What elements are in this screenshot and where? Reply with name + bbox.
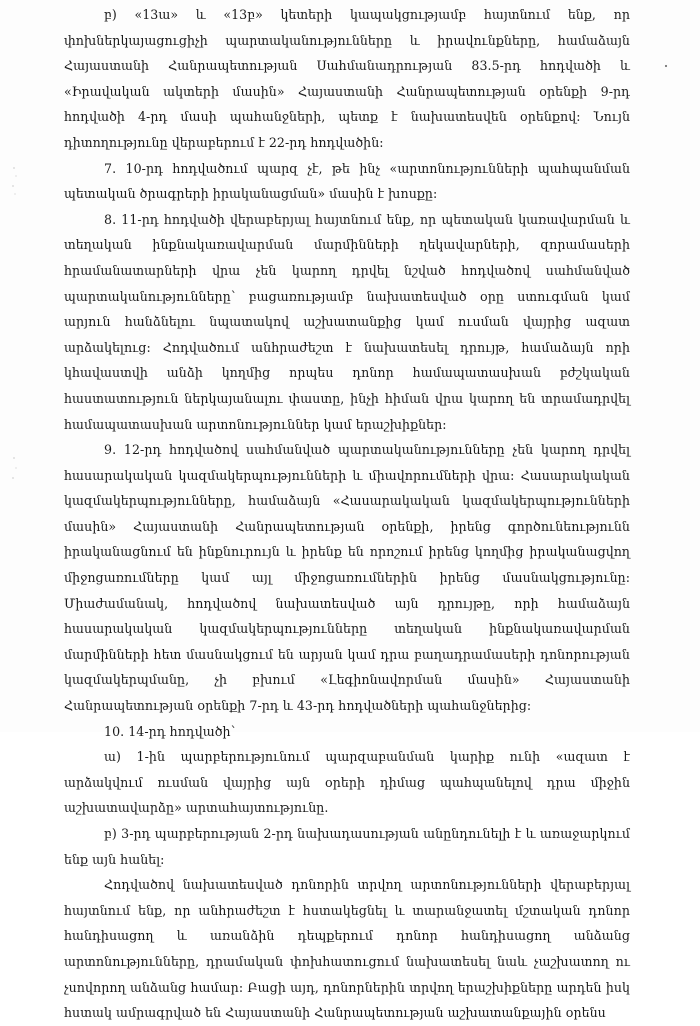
paragraph-item-10b: բ) 3-րդ պարբերության 2-րդ նախադասության անընդունելի է և առաջարկում ենք այն հանել: <box>64 826 630 867</box>
paragraph-item-9: 9. 12-րդ հոդվածով սահմանված պարտականությունները չեն կարող դրվել հասարակական կազմակերպությունների և միավորումների վրա: Հասարակական կազմակերպությունները, համաձայն «Հասարակական կազմակերպությունների մասին» Հայաստանի Հանրապետության օրենքի, իրենց գործունեությունն իրականացնում են ինքնուրույն և իրենք են որոշում իրենց կողմից իրականացվող միջոցառումները կամ այլ միջոցառումներին իրենց մասնակցությունը: Միաժամանակ, հոդվածով նախատեսված այն դրույթը, որի համաձայն հասարակական կազմակերպությունները տեղական ինքնակառավարման մարմինների հետ մասնակցում են արյան կամ դրա բաղադրամասերի դոնորության կազմակերպմանը, չի բխում «Լեգիոնավորման մասին» Հայաստանի Հանրապետության օրենքի 7-րդ և 43-րդ հոդվածների պահանջներից: <box>64 442 630 714</box>
paragraph-item-7: 7. 10-րդ հոդվածում պարզ չէ, թե ինչ «արտոնությունների պահպանման պետական ծրագրերի իրականացման» մասին է խոսքը: <box>64 160 630 202</box>
scan-speck <box>665 65 667 67</box>
scan-speck <box>12 185 13 186</box>
paragraph-item-10a: ա) 1-ին պարբերությունում պարզաբանման կարիք ունի «ազատ է արձակվում ուսման վայրից այն օրերի դիմաց պահպանելով դրա միջին աշխատավարձը» արտահայտությունը. <box>64 749 630 816</box>
scan-speck <box>16 468 17 469</box>
paragraph-donor-privileges: Հոդվածով նախատեսված դոնորին տրվող արտոնությունների վերաբերյալ հայտնում ենք, որ անհրաժեշտ է հստակեցնել և տարանջատել մշտական դոնոր հանդիսացող և առանձին դեպքերում դոնոր հանդիսացող անձանց արտոնությունները, դրամական փոխհատուցում նախատեսել նաև չաշխատող ու չսովորող անձանց համար: Բացի այդ, դոնորներին տրվող երաշխիքները արդեն իսկ հստակ ամրագրված են Հայաստանի Հանրապետության աշխատանքային օրենս <box>64 877 630 1021</box>
scan-speck <box>12 477 13 478</box>
paragraph-6b-clause: բ) «13ա» և «13բ» կետերի կապակցությամբ հայտնում ենք, որ փոխներկայացուցիչի պարտականությունները և իրավունքները, համաձայն Հայաստանի Հանրապետության Սահմանադրության 83.5-րդ հոդվածի և «Իրավական ակտերի մասին» Հայաստանի Հանրապետության օրենքի 9-րդ հոդվածի 4-րդ մասի պահանջների, պետք է նախատեսվեն օրենքով: Նույն դիտողությունը վերաբերում է 22-րդ հոդվածին: <box>64 7 630 150</box>
scan-speck <box>13 457 14 458</box>
scan-speck <box>13 167 14 168</box>
paragraph-item-10-heading: 10. 14-րդ հոդվածի՝ <box>104 723 236 739</box>
document-body <box>64 2 630 1026</box>
scan-speck <box>16 176 17 177</box>
paragraph-item-8: 8. 11-րդ հոդվածի վերաբերյալ հայտնում ենք, որ պետական կառավարման և տեղական ինքնակառավարման մարմինների ղեկավարների, զորամասերի հրամանատարների վրա չեն կարող դրվել նշված հոդվածով սահմանված պարտականությունները՝ բացառությամբ նախատեսված օրը ստուգման կամ արյուն հանձնելու նպատակով աշխատանքից կամ ուսման վայրից ազատ արձակելուց: Հոդվածում անհրաժեշտ է նախատեսել դրույթ, համաձայն որի կհավաստվի անձի կողմից որպես դոնոր համապատասխան բժշկական հաստատություն ներկայանալու փաստը, ինչի հիման վրա կարող են տրամադրվել համապատասխան արտոնություններ կամ երաշխիքներ: <box>64 211 630 432</box>
scan-speck <box>15 194 16 195</box>
